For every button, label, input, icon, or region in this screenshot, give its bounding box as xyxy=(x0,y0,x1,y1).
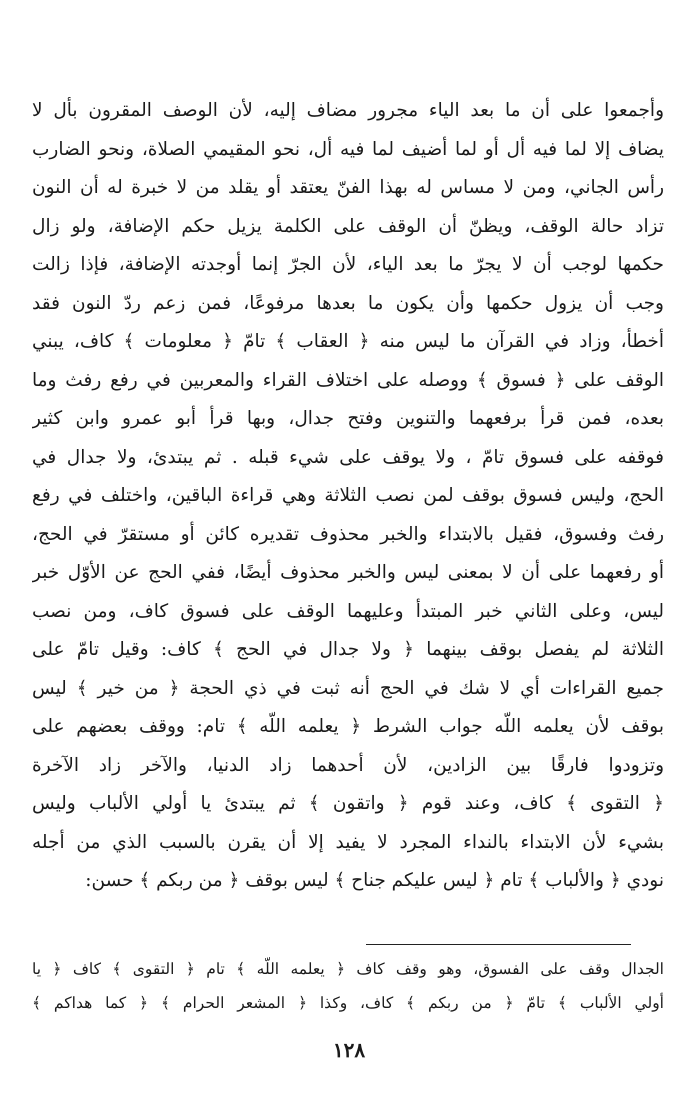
body-line: تزاد حالة الوقف، ويظنّ أن الوقف على الكلمة يزيل حكم الإضافة، ولو زال xyxy=(32,215,664,237)
body-line: الوقف على ﴿ فسوق ﴾ ووصله على اختلاف القراء والمعربين في رفع رفث وما xyxy=(32,369,664,391)
body-line: حكمها لوجب أن لا يجرّ ما بعد الياء، لأن الجرّ إنما أوجدته الإضافة، فإذا زالت xyxy=(32,254,664,275)
body-line: أو رفعهما على أن لا بمعنى ليس والخبر محذوف أيضًا، ففي الحج عن الأوّل خبر xyxy=(32,562,664,583)
body-line: فوقفه على فسوق تامّ ، ولا يوقف على شيء قبله . ثم يبتدئ، ولا جدال في xyxy=(32,446,664,468)
body-line: جميع القراءات أي لا شك في الحج أنه ثبت في ذي الحجة ﴿ من خير ﴾ ليس xyxy=(32,677,664,699)
body-line: وجب أن يزول حكمها وأن يكون ما بعدها مرفوعًا، فمن زعم ردّ النون فقد xyxy=(32,292,664,314)
footnote-line: أولي الألباب ﴾ تامّ ﴿ من ربكم ﴾ كاف، وكذا ﴿ المشعر الحرام ﴾ ﴿ كما هداكم ﴾ xyxy=(32,994,664,1012)
body-line: بوقف لأن يعلمه اللّه جواب الشرط ﴿ يعلمه اللّه ﴾ تام: ووقف بعضهم على xyxy=(32,716,664,737)
footnotes xyxy=(32,952,664,1020)
body-line: أخطأ، وزاد في القرآن ما ليس منه ﴿ العقاب ﴾ تامّ ﴿ معلومات ﴾ كاف، يبني xyxy=(32,331,664,352)
body-line: الحج، وليس فسوق بوقف لمن نصب الثلاثة وهي قراءة الباقين، واختلف في رفع xyxy=(32,485,664,506)
body-line: بعده، فمن قرأ برفعهما والتنوين وفتح جدال، وبها قرأ أبو عمرو وابن كثير xyxy=(32,408,664,429)
body-line: رفث وفسوق، فقيل بالابتداء والخبر محذوف تقديره كائن أو مستقرّ في الحج، xyxy=(32,523,664,545)
body-line: وتزودوا فارقًا بين الزادين، لأن أحدهما زاد الدنيا، والآخر زاد الآخرة xyxy=(32,754,664,776)
main-body-text xyxy=(32,92,664,901)
body-line: نودي ﴿ والألباب ﴾ تام ﴿ ليس عليكم جناح ﴾ ليس بوقف ﴿ من ربكم ﴾ حسن: xyxy=(85,870,664,891)
body-line: الثلاثة لم يفصل بوقف بينهما ﴿ ولا جدال في الحج ﴾ كاف: وقيل تامّ على xyxy=(32,639,664,660)
body-line: ليس، وعلى الثاني خبر المبتدأ وعليهما الوقف على فسوق كاف، ومن نصب xyxy=(32,600,664,622)
body-line: وأجمعوا على أن ما بعد الياء مجرور مضاف إليه، لأن الوصف المقرون بأل لا xyxy=(32,100,664,121)
footnote-line: الجدال وقف على الفسوق، وهو وقف كاف ﴿ يعلمه اللّه ﴾ تام ﴿ التقوى ﴾ كاف ﴿ يا xyxy=(32,960,664,978)
body-line: بشيء لأن الابتداء بالنداء المجرد لا يفيد إلا أن يقرن بالسبب الذي من أجله xyxy=(32,831,664,853)
body-line: رأس الجاني، ومن لا مساس له بهذا الفنّ يعتقد أو يقلد من لا خبرة له أن النون xyxy=(32,177,664,198)
page-number: ١٢٨ xyxy=(332,1038,366,1062)
body-line: ﴿ التقوى ﴾ كاف، وعند قوم ﴿ واتقون ﴾ ثم يبتدئ يا أولي الألباب وليس xyxy=(32,793,664,814)
body-line: يضاف إلا لما فيه أل أو لما أضيف لما فيه أل، نحو المقيمي الصلاة، ونحو الضارب xyxy=(32,138,664,160)
footnote-separator xyxy=(366,944,631,945)
